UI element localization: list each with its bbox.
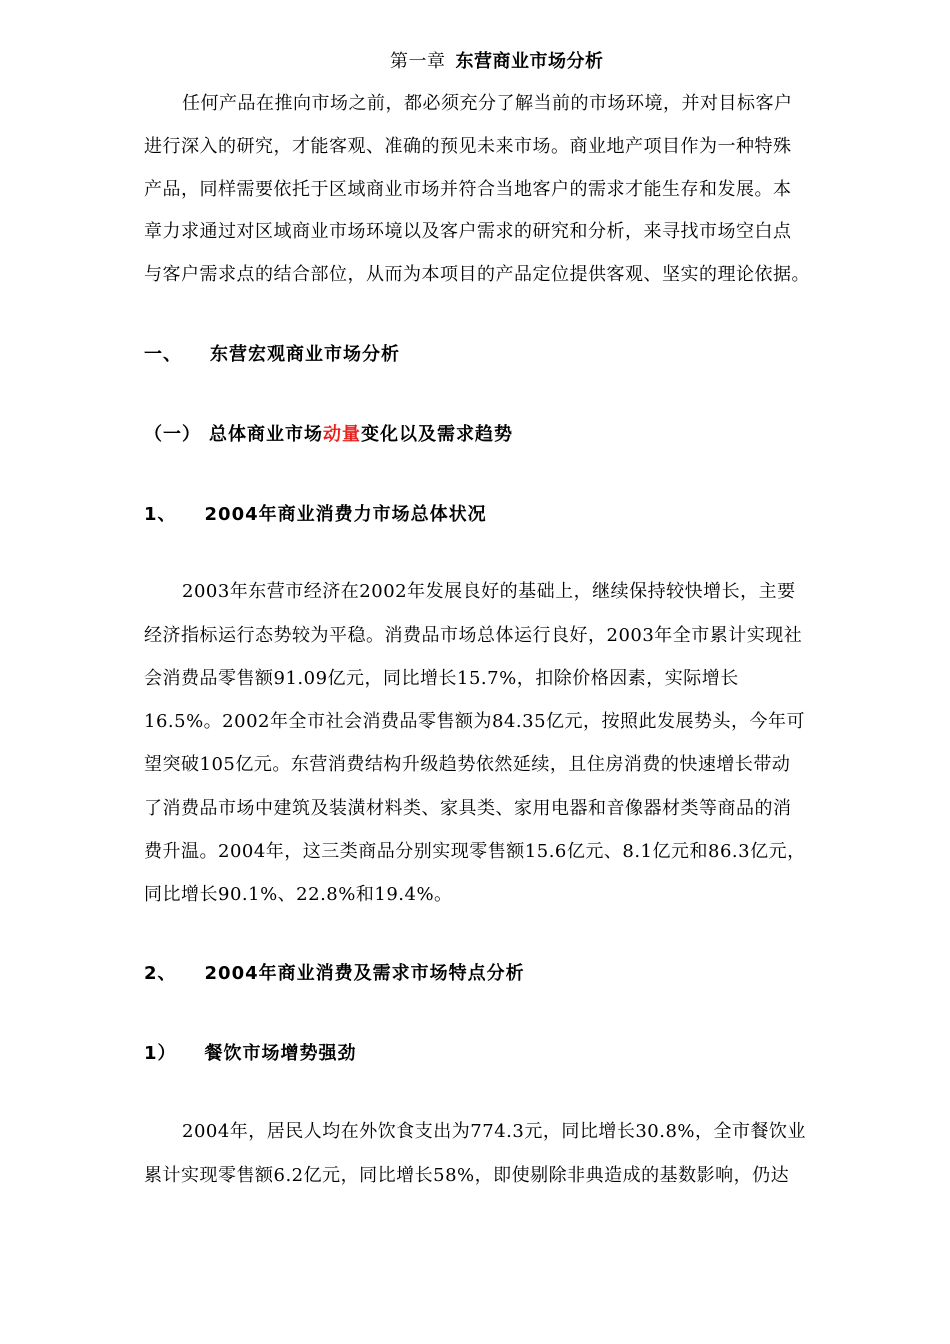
section-title: 东营宏观商业市场分析 <box>210 344 400 365</box>
intro-line: 产品，同样需要依托于区域商业市场并符合当地客户的需求才能生存和发展。本 <box>144 179 792 200</box>
section-heading <box>144 343 400 367</box>
chapter-title <box>390 50 604 74</box>
item-heading <box>144 962 525 986</box>
paragraph-line: 同比增长90.1%、22.8%和19.4%。 <box>144 884 453 905</box>
section-number: 一、 <box>144 344 182 365</box>
item-number: 2、 <box>144 963 177 984</box>
item-number: 1、 <box>144 504 177 525</box>
chapter-name: 东营商业市场分析 <box>455 51 604 72</box>
paragraph-line: 累计实现零售额6.2亿元，同比增长58%，即使剔除非典造成的基数影响，仍达 <box>144 1165 790 1186</box>
subsection-heading <box>144 423 513 447</box>
item-number: 1） <box>144 1043 177 1064</box>
intro-line: 章力求通过对区域商业市场环境以及客户需求的研究和分析，来寻找市场空白点 <box>144 221 792 242</box>
subsection-title-part: 变化以及需求趋势 <box>361 424 513 445</box>
item-heading <box>144 503 487 527</box>
paragraph-line: 会消费品零售额91.09亿元，同比增长15.7%，扣除价格因素，实际增长 <box>144 668 739 689</box>
paragraph-line: 16.5%。2002年全市社会消费品零售额为84.35亿元，按照此发展势头，今年可 <box>144 711 806 732</box>
paragraph-line: 望突破105亿元。东营消费结构升级趋势依然延续，且住房消费的快速增长带动 <box>144 754 791 775</box>
chapter-number: 第一章 <box>390 51 446 72</box>
item-heading <box>144 1042 357 1066</box>
item-title: 2004年商业消费力市场总体状况 <box>204 504 487 525</box>
paragraph-line: 费升温。2004年，这三类商品分别实现零售额15.6亿元、8.1亿元和86.3亿元， <box>144 841 806 862</box>
paragraph-line: 2003年东营市经济在2002年发展良好的基础上，继续保持较快增长，主要 <box>182 581 796 602</box>
subsection-highlight: 动量 <box>323 424 361 445</box>
paragraph-line: 2004年，居民人均在外饮食支出为774.3元，同比增长30.8%，全市餐饮业 <box>182 1121 807 1142</box>
item-title: 餐饮市场增势强劲 <box>204 1043 357 1064</box>
item-title: 2004年商业消费及需求市场特点分析 <box>204 963 525 984</box>
intro-line: 进行深入的研究，才能客观、准确的预见未来市场。商业地产项目作为一种特殊 <box>144 136 792 157</box>
paragraph-line: 经济指标运行态势较为平稳。消费品市场总体运行良好，2003年全市累计实现社 <box>144 625 803 646</box>
intro-line: 与客户需求点的结合部位，从而为本项目的产品定位提供客观、坚实的理论依据。 <box>144 264 810 285</box>
subsection-prefix: （一） <box>144 424 201 445</box>
subsection-title-part: 总体商业市场 <box>209 424 323 445</box>
intro-line: 任何产品在推向市场之前，都必须充分了解当前的市场环境，并对目标客户 <box>182 93 793 114</box>
paragraph-line: 了消费品市场中建筑及装潢材料类、家具类、家用电器和音像器材类等商品的消 <box>144 798 792 819</box>
